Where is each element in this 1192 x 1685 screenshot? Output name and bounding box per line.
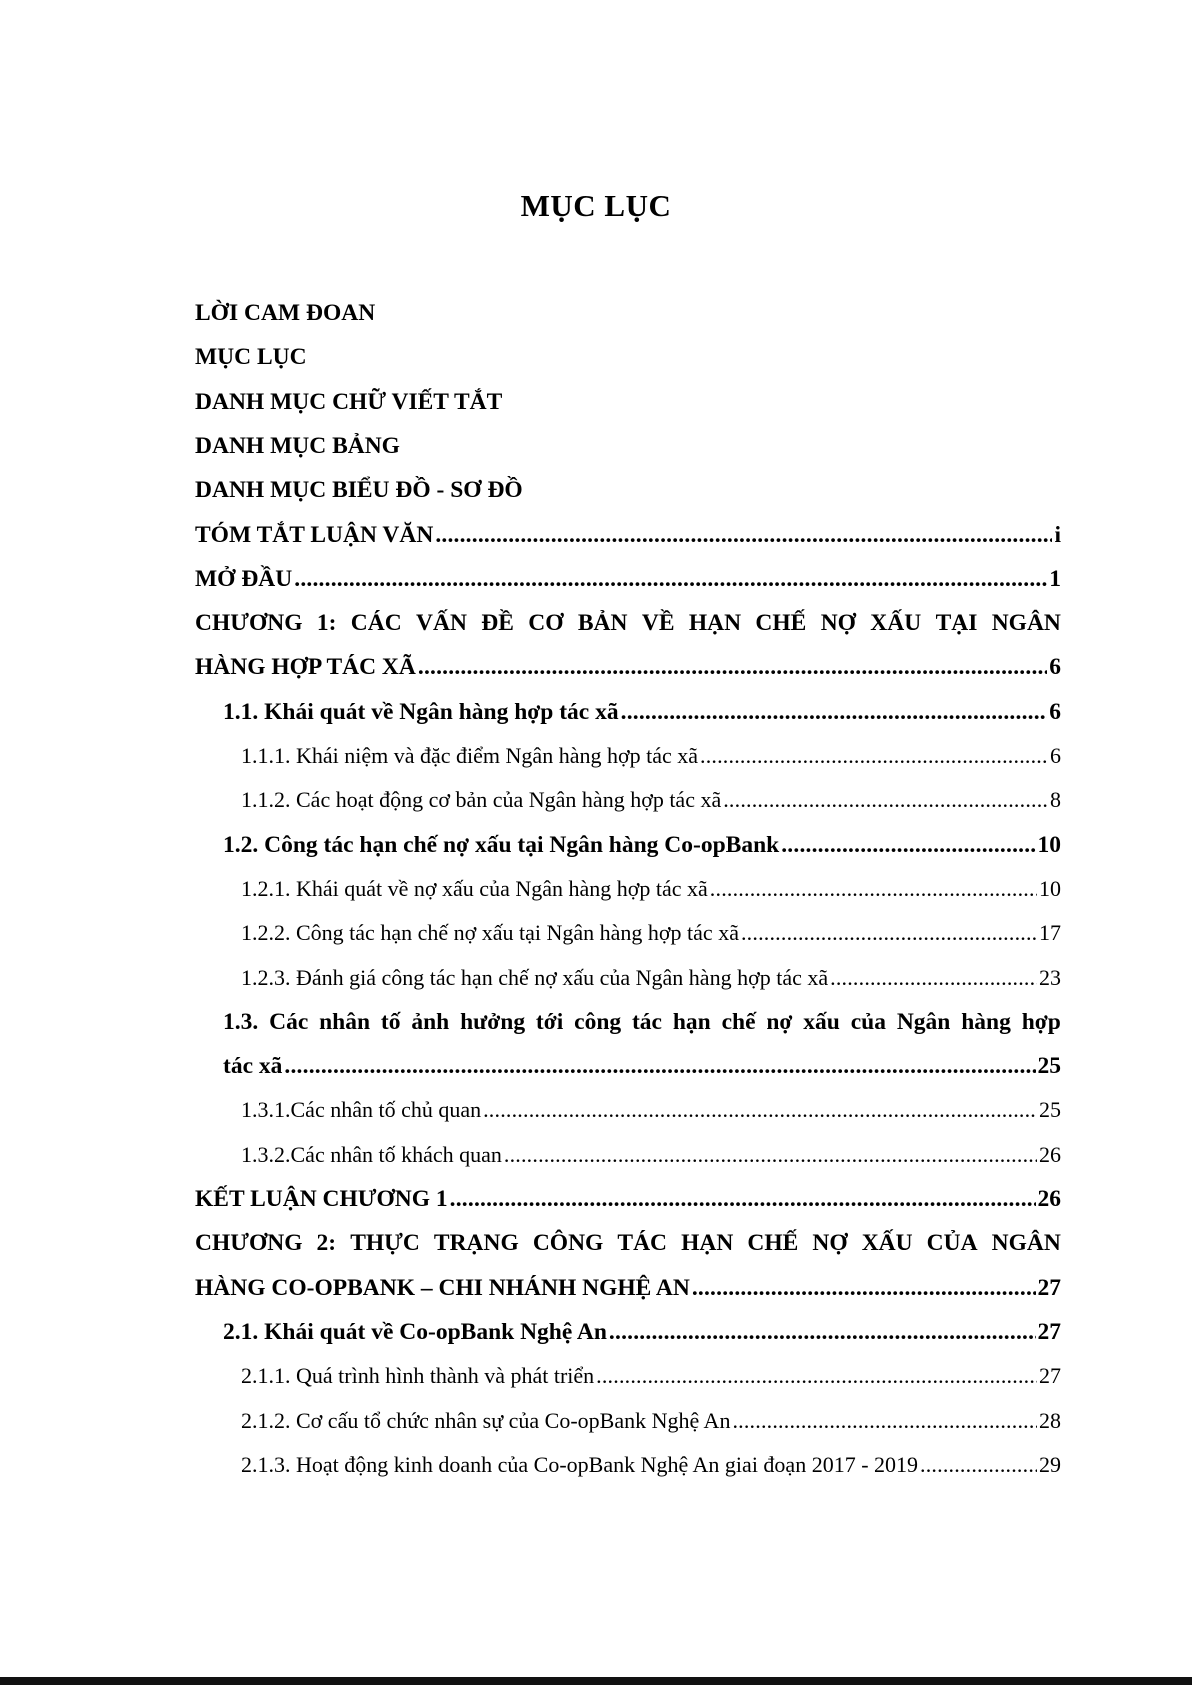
toc-entry-title: 1.1.2. Các hoạt động cơ bản của Ngân hàng hợp tác xã (241, 787, 722, 812)
dot-leader (692, 1273, 1036, 1303)
toc-page-number: 6 (1050, 743, 1061, 768)
toc-entry[interactable] (195, 520, 1061, 550)
toc-entry[interactable] (241, 785, 1061, 815)
dot-leader (483, 1095, 1037, 1125)
toc-entry-title: tác xã (223, 1053, 283, 1079)
dot-leader (596, 1361, 1037, 1391)
toc-entry[interactable] (241, 1406, 1061, 1436)
toc-entry-title: 1.1. Khái quát về Ngân hàng hợp tác xã (223, 699, 619, 725)
dot-leader (741, 918, 1037, 948)
toc-entry-title: 1.2. Công tác hạn chế nợ xấu tại Ngân hàng Co-opBank (223, 832, 780, 858)
dot-leader (284, 1051, 1035, 1081)
dot-leader (732, 1406, 1037, 1436)
toc-entry[interactable] (223, 1051, 1061, 1081)
toc-page-number: 27 (1037, 1319, 1061, 1345)
toc-entry[interactable] (223, 1317, 1061, 1347)
dot-leader (830, 963, 1037, 993)
toc-page-number: 10 (1037, 832, 1061, 858)
toc-page-number: i (1054, 522, 1061, 548)
toc-page-number: 6 (1049, 654, 1061, 680)
toc-entry-title: 1.2.1. Khái quát về nợ xấu của Ngân hàng hợp tác xã (241, 876, 708, 901)
toc-entry-title: DANH MỤC BẢNG (195, 433, 400, 459)
dot-leader (700, 741, 1048, 771)
toc-entry[interactable] (241, 918, 1061, 948)
toc-entry[interactable] (241, 1140, 1061, 1170)
toc-entry-title: 2.1.3. Hoạt động kinh doanh của Co-opBank Nghệ An giai đoạn 2017 - 2019 (241, 1452, 919, 1477)
toc-entry-title: MỤC LỤC (195, 344, 307, 370)
toc-entry[interactable] (195, 431, 400, 461)
dot-leader (294, 564, 1047, 594)
toc-entry-title: 1.3.2.Các nhân tố khách quan (241, 1142, 502, 1167)
toc-entry[interactable] (241, 741, 1061, 771)
toc-entry-title: 1.3. Các nhân tố ảnh hưởng tới công tác hạn chế nợ xấu của Ngân hàng hợp (223, 1009, 1061, 1035)
toc-entry[interactable] (195, 1228, 1061, 1258)
toc-entry-title: TÓM TẮT LUẬN VĂN (195, 522, 434, 548)
toc-entry-title: CHƯƠNG 1: CÁC VẤN ĐỀ CƠ BẢN VỀ HẠN CHẾ NỢ XẤU TẠI NGÂN (195, 610, 1061, 636)
toc-entry[interactable] (195, 475, 523, 505)
toc-entry[interactable] (223, 1007, 1061, 1037)
toc-entry-title: KẾT LUẬN CHƯƠNG 1 (195, 1186, 448, 1212)
toc-entry-title: HÀNG CO-OPBANK – CHI NHÁNH NGHỆ AN (195, 1275, 690, 1301)
dot-leader (621, 697, 1048, 727)
toc-entry-title: 2.1.1. Quá trình hình thành và phát triển (241, 1363, 595, 1388)
toc-entry[interactable] (195, 564, 1061, 594)
toc-entry-title: CHƯƠNG 2: THỰC TRẠNG CÔNG TÁC HẠN CHẾ NỢ XẤU CỦA NGÂN (195, 1230, 1061, 1256)
toc-page-number: 10 (1039, 876, 1061, 901)
toc-entry-title: 1.2.2. Công tác hạn chế nợ xấu tại Ngân hàng hợp tác xã (241, 920, 739, 945)
toc-entry-title: 2.1.2. Cơ cấu tổ chức nhân sự của Co-opBank Nghệ An (241, 1408, 731, 1433)
dot-leader (504, 1140, 1037, 1170)
toc-page-number: 27 (1039, 1363, 1061, 1388)
toc-page-number: 17 (1039, 920, 1061, 945)
toc-entry[interactable] (223, 697, 1061, 727)
dot-leader (450, 1184, 1036, 1214)
toc-entry-title: DANH MỤC BIỂU ĐỒ - SƠ ĐỒ (195, 477, 523, 503)
toc-page-number: 27 (1037, 1275, 1061, 1301)
toc-entry[interactable] (195, 652, 1061, 682)
dot-leader (418, 652, 1047, 682)
toc-page-number: 29 (1039, 1452, 1061, 1477)
toc-entry[interactable] (241, 1450, 1061, 1480)
toc-entry[interactable] (241, 874, 1061, 904)
toc-entry[interactable] (195, 608, 1061, 638)
toc-entry[interactable] (223, 830, 1061, 860)
toc-entry-title: MỞ ĐẦU (195, 566, 293, 592)
page-title: MỤC LỤC (520, 188, 672, 223)
toc-entry-title: 1.1.1. Khái niệm và đặc điểm Ngân hàng hợp tác xã (241, 743, 698, 768)
toc-entry-title: HÀNG HỢP TÁC XÃ (195, 654, 416, 680)
toc-page-number: 28 (1039, 1408, 1061, 1433)
toc-entry[interactable] (195, 387, 502, 417)
bottom-edge-bar (0, 1677, 1192, 1685)
toc-page-number: 25 (1039, 1097, 1061, 1122)
toc-entry[interactable] (195, 1184, 1061, 1214)
toc-entry-title: LỜI CAM ĐOAN (195, 300, 376, 326)
toc-page-number: 26 (1037, 1186, 1061, 1212)
toc-entry-title: DANH MỤC CHỮ VIẾT TẮT (195, 389, 503, 415)
toc-entry[interactable] (195, 342, 307, 372)
toc-entry-title: 2.1. Khái quát về Co-opBank Nghệ An (223, 1319, 607, 1345)
dot-leader (609, 1317, 1036, 1347)
toc-page-number: 1 (1049, 566, 1061, 592)
toc-entry[interactable] (241, 1361, 1061, 1391)
toc-entry[interactable] (195, 1273, 1061, 1303)
toc-page-number: 25 (1037, 1053, 1061, 1079)
dot-leader (723, 785, 1048, 815)
toc-entry-title: 1.3.1.Các nhân tố chủ quan (241, 1097, 482, 1122)
dot-leader (781, 830, 1035, 860)
toc-page-number: 23 (1039, 965, 1061, 990)
toc-entry[interactable] (241, 963, 1061, 993)
dot-leader (435, 520, 1052, 550)
toc-page-number: 26 (1039, 1142, 1061, 1167)
toc-page-number: 6 (1049, 699, 1061, 725)
dot-leader (920, 1450, 1037, 1480)
toc-page-number: 8 (1050, 787, 1061, 812)
toc-entry[interactable] (241, 1095, 1061, 1125)
toc-entry[interactable] (195, 298, 375, 328)
toc-entry-title: 1.2.3. Đánh giá công tác hạn chế nợ xấu của Ngân hàng hợp tác xã (241, 965, 829, 990)
dot-leader (710, 874, 1037, 904)
